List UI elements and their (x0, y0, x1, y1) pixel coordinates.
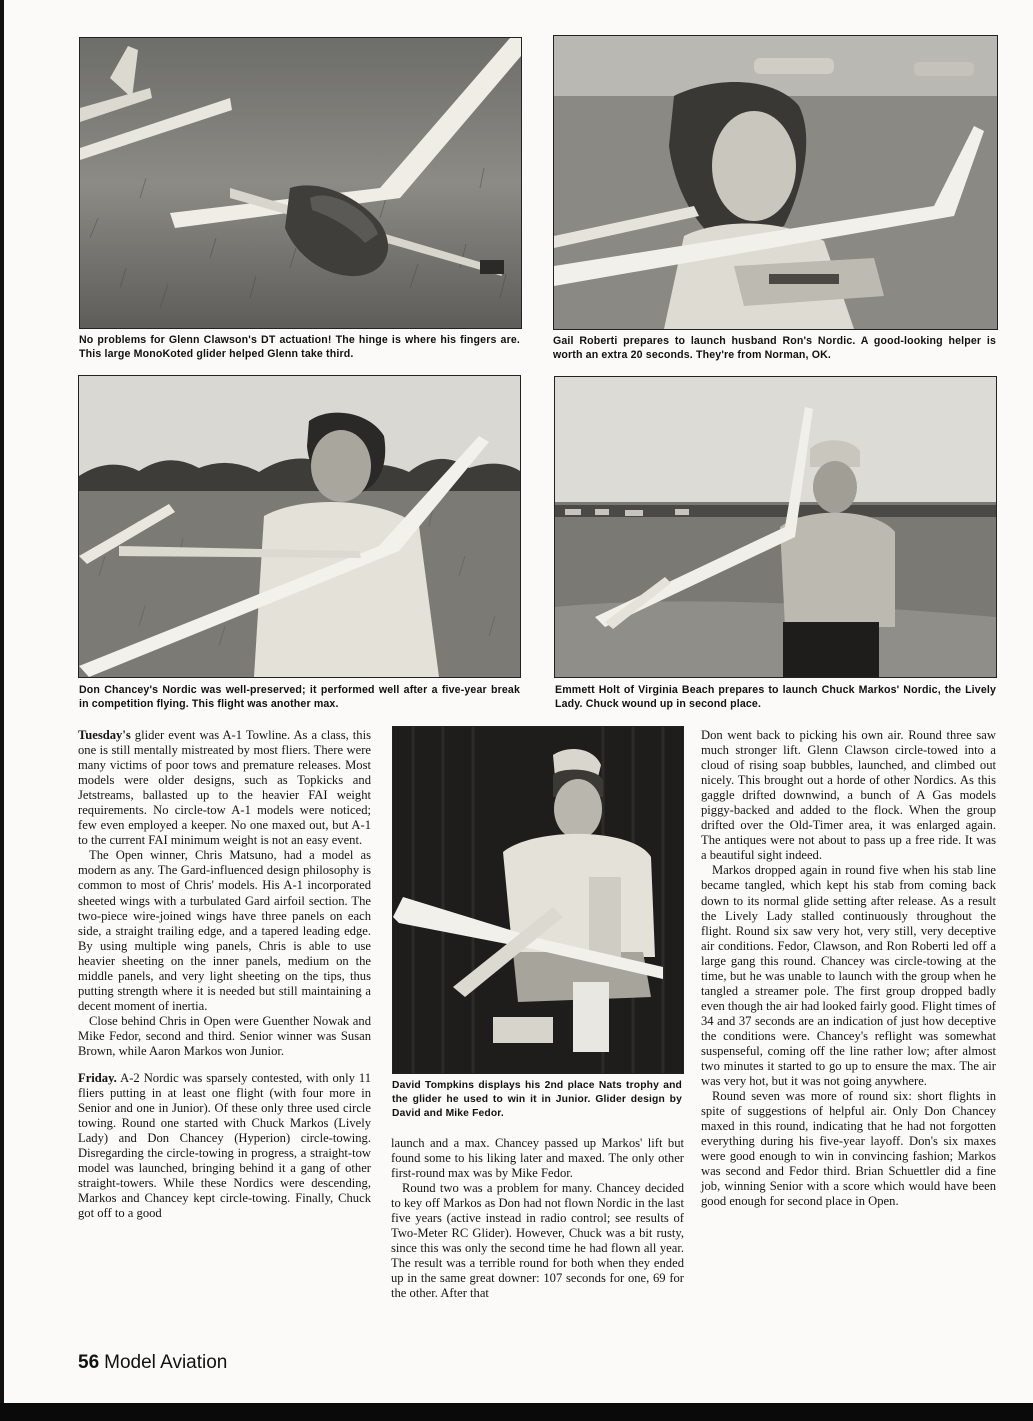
paragraph: launch and a max. Chancey passed up Markos' lift but found some to his liking later and maxed. The only other first-round max was by Mike Fedor. (391, 1136, 684, 1181)
photo3-caption: Don Chancey's Nordic was well-preserved; it performed well after a five-year break in competition flying. This flight was another max. (79, 684, 520, 710)
paragraph: Round two was a problem for many. Chancey decided to key off Markos as Don had not flown Nordic in the last five years (active instead in radio control; see results of Two-Meter RC Glider). However, Chuck was a bit rusty, since this was only the second time he had flown all year. The result was a terrible round for both when they ended up in the same great downer: 107 seconds for one, 69 for the other. After that (391, 1181, 684, 1301)
magazine-name: Model Aviation (104, 1352, 228, 1373)
photo5-caption: David Tompkins displays his 2nd place Nats trophy and the glider he used to win it in Junior. Glider design by David and Mike Fedor. (392, 1080, 682, 1119)
paragraph: Don went back to picking his own air. Round three saw much stronger lift. Glenn Clawson circle-towed into a cloud of rising soap bubbles, launched, and climbed out nicely. This brought out a horde of other Nordics. As this gaggle drifted downwind, a bunch of A Gas models piggy-backed and added to the flock. When the group drifted over the Old-Timer area, it was enlarged again. The antiques were not about to pass up a free ride. It was a beautiful sight indeed. (701, 728, 996, 863)
paragraph (78, 1071, 371, 1221)
article-column-2 (391, 1136, 684, 1302)
paragraph (78, 728, 371, 848)
article-column-3 (701, 728, 996, 1210)
photo-don-chancey-nordic (78, 375, 521, 678)
paragraph: Markos dropped again in round five when his stab line became tangled, which kept his stab from coming back down to its normal glide setting after release. As a result the Lively Lady stalled continuously throughout the flight. Round six saw very hot, very still, very deceptive air conditions. Fedor, Clawson, and Ron Roberti led off a large gang this round. Chancey was circle-towing at the time, but he was unable to launch with the group when he tangled a streamer pole. The first group dropped badly even though the air had looked fairly good. Flight times of 34 and 37 seconds are an indication of just how deceptive the conditions were. Chancey's reflight was somewhat suspenseful, coming off the line rather low; after almost two minutes it started to go up to ensure the max. The air was very hot, but it was not going anywhere. (701, 863, 996, 1089)
day-lead-tuesday: Tuesday's (78, 728, 131, 742)
paragraph: Round seven was more of round six: short flights in spite of suggestions of helpful air. Only Don Chancey maxed in this round, indicating that he had not forgotten everything during his five-year layoff. Don's six maxes were good enough to win in convincing fashion; Markos was second and Fedor third. Brian Schuettler did a fine job, winning Senior with a score which would have been good enough for second place in Open. (701, 1089, 996, 1209)
photo-david-tompkins-trophy (392, 726, 684, 1074)
photo1-caption: No problems for Glenn Clawson's DT actuation! The hinge is where his fingers are. This large MonoKoted glider helped Glenn take third. (79, 334, 520, 360)
paragraph: Close behind Chris in Open were Guenther Nowak and Mike Fedor, second and third. Senior winner was Susan Brown, while Aaron Markos won Junior. (78, 1013, 371, 1058)
scan-edge-bottom (0, 1403, 1033, 1421)
photo-emmett-holt-lively-lady (554, 376, 997, 678)
scan-edge-left (0, 0, 4, 1421)
day-lead-friday: Friday. (78, 1071, 117, 1086)
photo-gail-roberti-nordic (553, 35, 998, 330)
paragraph: The Open winner, Chris Matsuno, had a model as modern as any. The Gard-influenced design philosophy is common to most of Chris' models. His A-1 incorporated sheeted wings with a turbulated Gard airfoil section. The two-piece wire-joined wings have three panels on each side, a straight trailing edge, and a tapered leading edge. By using multiple wing panels, Chris is able to use heavier sheeting on the inner panels, medium on the middle panels, and very light sheeting on the tips, thus putting strength where it is needed but still maintaining a decent moment of inertia. (78, 848, 371, 1013)
page-footer (78, 1352, 227, 1374)
photo-glenn-clawson-glider (79, 37, 522, 329)
paragraph-text: A-2 Nordic was sparsely contested, with only 11 fliers putting in at least one flight (with four more in Senior and one in Junior). Of these only three used circle towing. Round one started with Chuck Markos (Lively Lady) and Don Chancey (Hyperion) circle-towing. Disregarding the circle-towing in progress, a straight-tow model was launched, bringing behind it a gang of other straight-towers. While these Nordics were descending, Markos and Chancey kept circle-towing. Finally, Chuck got off to a good (78, 1071, 371, 1221)
paragraph-text: glider event was A-1 Towline. As a class, this one is still mentally mistreated by most fliers. There were many victims of poor tows and premature releases. Most models were older designs, such as Topkicks and Jetstreams, ballasted up to the heavier FAI weight requirements. No circle-tow A-1 models were noticed; few even employed a keeper. No one maxed out, but A-1 to the current FAI minimum weight is not an easy event. (78, 728, 371, 848)
page-number: 56 (78, 1352, 100, 1373)
article-column-1 (78, 728, 371, 1222)
photo2-caption: Gail Roberti prepares to launch husband Ron's Nordic. A good-looking helper is worth an extra 20 seconds. They're from Norman, OK. (553, 335, 996, 361)
photo4-caption: Emmett Holt of Virginia Beach prepares to launch Chuck Markos' Nordic, the Lively Lady. Chuck wound up in second place. (555, 684, 996, 710)
